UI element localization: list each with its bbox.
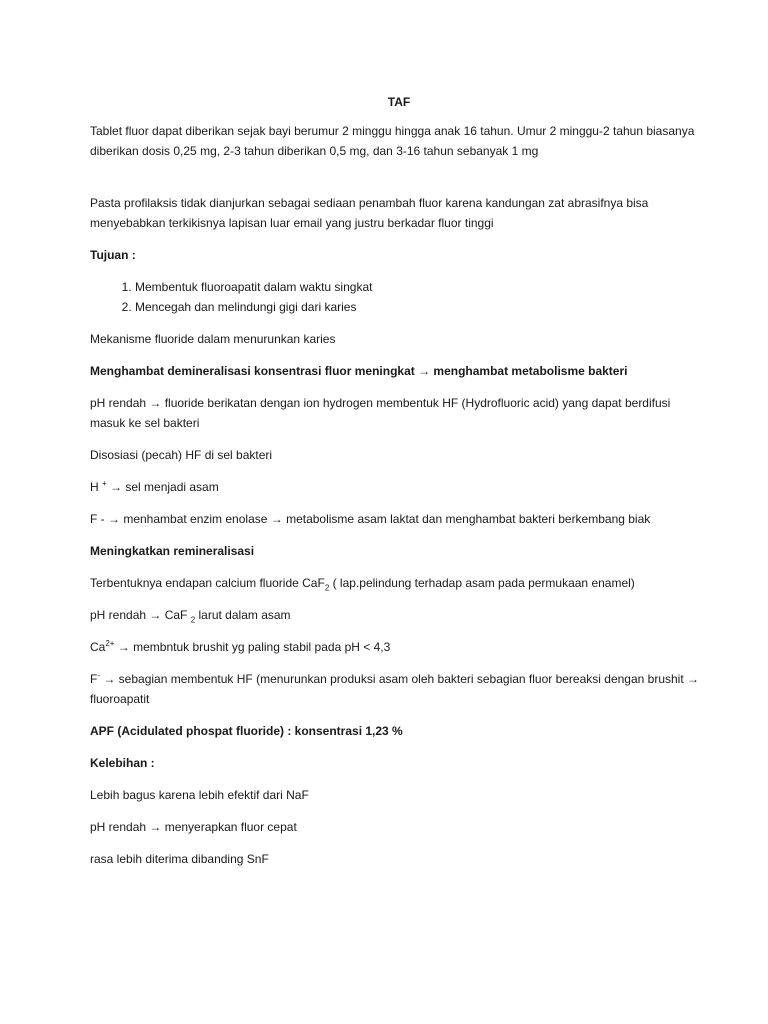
list-item: 2. Mencegah dan melindungi gigi dari karies (135, 297, 708, 317)
paragraph-f-sebagian: F- → sebagian membentuk HF (menurunkan produksi asam oleh bakteri sebagian fluor bereaksi dengan brushit → fluoroapatit (90, 671, 700, 706)
heading-tujuan: Tujuan : (90, 248, 136, 262)
paragraph-ph-rendah-hf: pH rendah → fluoride berikatan dengan ion hydrogen membentuk HF (Hydrofluoric acid) yang dapat berdifusi masuk ke sel bakteri (90, 396, 671, 430)
heading-remineralisasi: Meningkatkan remineralisasi (90, 544, 255, 558)
paragraph-pasta-profilaksis: Pasta profilaksis tidak dianjurkan sebagai sediaan penambah fluor karena kandungan zat abrasifnya bisa menyebabkan terkikisnya lapisan luar email yang justru berkadar fluor tinggi (90, 196, 649, 230)
paragraph-rasa: rasa lebih diterima dibanding SnF (90, 852, 269, 866)
blank-line (90, 173, 708, 193)
heading-apf: APF (Acidulated phospat fluoride) : konsentrasi 1,23 % (90, 724, 403, 738)
paragraph-terbentuknya-caf2: Terbentuknya endapan calcium fluoride CaF$_2$ ( lap.pelindung terhadap asam pada permukaan enamel) (90, 576, 635, 593)
paragraph-f-minus: F - → menhambat enzim enolase → metabolisme asam laktat dan menghambat bakteri berkembang biak (90, 512, 651, 526)
heading-kelebihan: Kelebihan : (90, 756, 155, 770)
list-item: 1. Membentuk fluoroapatit dalam waktu singkat (135, 277, 708, 297)
paragraph-caf2-larut: pH rendah → CaF $_2$ larut dalam asam (90, 608, 291, 625)
paragraph-tablet-fluor: Tablet fluor dapat diberikan sejak bayi berumur 2 minggu hingga anak 16 tahun. Umur 2 minggu-2 tahun biasanya diberikan dosis 0,25 mg, 2-3 tahun diberikan 0,5 mg, dan 3-16 tahun sebanyak 1 mg (90, 124, 695, 158)
paragraph-menyerapkan: pH rendah → menyerapkan fluor cepat (90, 820, 297, 834)
paragraph-disosiasi: Disosiasi (pecah) HF di sel bakteri (90, 448, 273, 462)
paragraph-ca2plus: $Ca^{2+}$ → membntuk brushit yg paling stabil pada pH < 4,3 (90, 639, 391, 654)
paragraph-h-plus: H + → sel menjadi asam (90, 479, 219, 494)
paragraph-menghambat-demineralisasi: Menghambat demineralisasi konsentrasi fluor meningkat → menghambat metabolisme bakteri (90, 364, 628, 378)
paragraph-lebih-bagus: Lebih bagus karena lebih efektif dari NaF (90, 788, 309, 802)
tujuan-list (90, 277, 708, 317)
paragraph-mekanisme: Mekanisme fluoride dalam menurunkan karies (90, 332, 336, 346)
document-title: TAF (387, 95, 411, 109)
